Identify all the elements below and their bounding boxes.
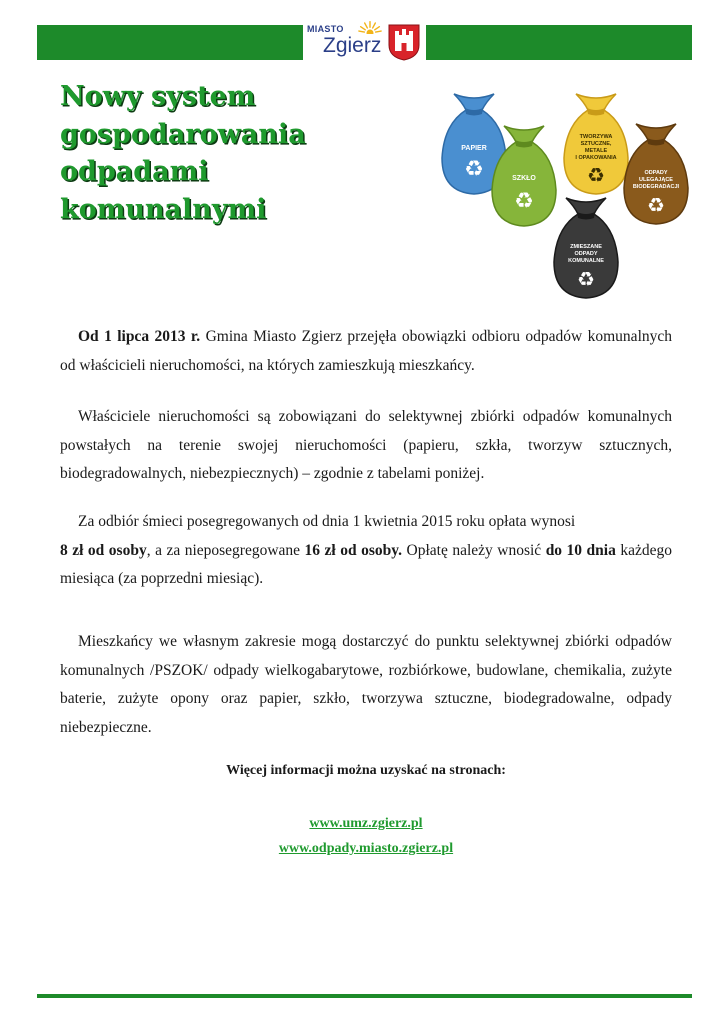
bag-bio (624, 124, 688, 224)
obligations-text: Właściciele nieruchomości są zobowiązani do selektywnej zbiórki odpadów komunalnych powstałych na terenie swojej nieruchomości (papieru, szkła, tworzyw sztucznych, biodegradowalnych, niebezpiecznych) – zgodnie z tabelami poniżej. (60, 408, 672, 482)
recycle-icon: ♻ (647, 193, 665, 217)
info-heading: Więcej informacji można uzyskać na stronach: (226, 763, 506, 778)
bag-label: SZKŁO (512, 175, 536, 182)
pszok-text: Mieszkańcy we własnym zakresie mogą dostarczyć do punktu selektywnej zbiórki odpadów komunalnych /PSZOK/ odpady wielkogabarytowe, rozbiórkowe, budowlane, chemikalia, zużyte baterie, zużyte opony oraz papier, szkło, tworzywa sztuczne, biodegradowalne, odpady niebezpieczne. (60, 633, 672, 736)
city-crest-icon (387, 23, 421, 61)
bag-mixed (554, 198, 618, 298)
city-logo (303, 18, 426, 64)
title-line: odpadami (60, 156, 209, 187)
recycle-icon: ♻ (587, 163, 605, 187)
paragraph-pszok (60, 628, 672, 742)
intro-date: Od 1 lipca 2013 r. (78, 328, 201, 345)
fees-text: , a za nieposegregowane (146, 541, 305, 559)
bag-label: TWORZYWA SZTUCZNE, METALE I OPAKOWANIA (575, 134, 617, 161)
recycle-icon: ♻ (514, 189, 534, 214)
paragraph-obligations (60, 403, 672, 489)
title-line: gospodarowania (60, 118, 306, 150)
bag-plastics (564, 94, 628, 194)
bag-label: ZMIESZANE ODPADY KOMUNALNE (568, 244, 604, 264)
logo-miasto-text: MIASTO (307, 24, 344, 34)
page-title (60, 78, 306, 228)
title-line: Nowy system (60, 81, 256, 112)
fee-unsorted: 16 zł od osoby. (304, 541, 403, 559)
bag-label: PAPIER (461, 145, 487, 152)
fee-deadline: do 10 dnia (545, 541, 616, 559)
title-line: komunalnymi (60, 193, 267, 225)
intro-text: Gmina Miasto Zgierz przejęła obowiązki odbioru odpadów komunalnych od właścicieli nieruchomości, na których zamieszkują mieszkańcy. (60, 328, 673, 374)
recycle-icon: ♻ (464, 157, 484, 182)
fee-sorted: 8 zł od osoby (60, 541, 147, 559)
logo-city-name: Zgierz (323, 34, 382, 57)
waste-bags-illustration (438, 84, 700, 306)
recycle-icon: ♻ (577, 267, 595, 291)
fees-line1: Za odbiór śmieci posegregowanych od dnia 1 kwietnia 2015 roku opłata wynosi (78, 513, 576, 530)
fees-text: Opłatę należy wnosić (402, 541, 546, 559)
website-link-odpady[interactable]: www.odpady.miasto.zgierz.pl (278, 841, 454, 856)
fees-text: każdego miesiąca (za poprzedni miesiąc). (60, 541, 672, 587)
paragraph-intro (60, 323, 672, 380)
footer-bar (37, 994, 692, 998)
sun-icon (355, 20, 385, 34)
paragraph-fees (60, 508, 672, 594)
website-link-umz[interactable]: www.umz.zgierz.pl (309, 816, 423, 831)
bag-label: ODPADY ULEGAJĄCE BIODEGRADACJI (632, 170, 680, 190)
